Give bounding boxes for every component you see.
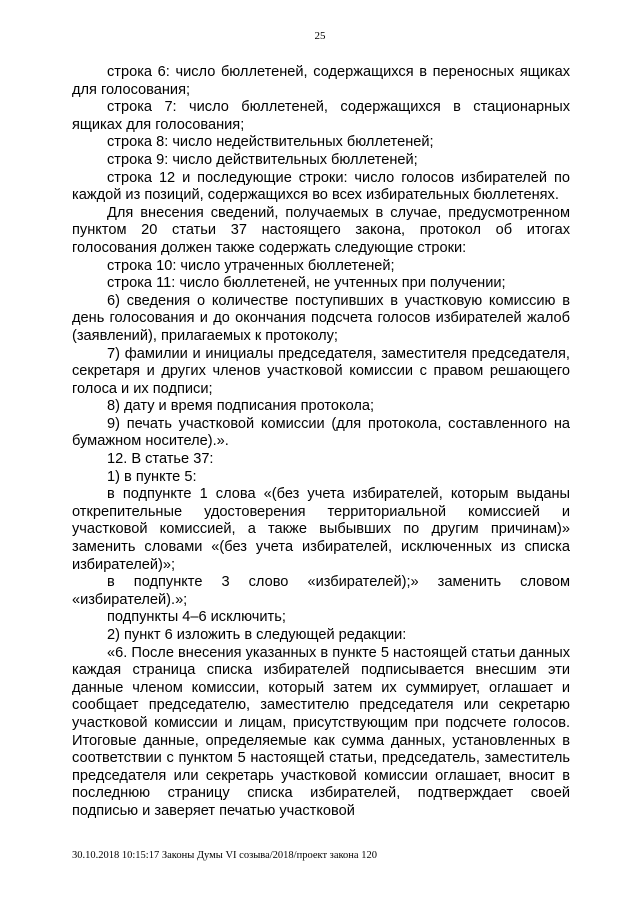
paragraph: строка 12 и последующие строки: число голосов избирателей по каждой из позиций, содержащихся во всех избирательных бюллетенях. xyxy=(72,169,570,204)
paragraph: строка 7: число бюллетеней, содержащихся в стационарных ящиках для голосования; xyxy=(72,99,570,133)
paragraph: строка 11: число бюллетеней, не учтенных при получении; xyxy=(107,275,506,292)
page-number: 25 xyxy=(314,30,326,42)
paragraph: «6. После внесения указанных в пункте 5 настоящей статьи данных каждая страница списка избирателей подписывается внесшим эти данные членом комиссии, который затем их суммирует, оглашает и сообщает председателю, заместителю председателя или секретарю участковой комиссии и лицам, присутствующим при подсчете голосов. Итоговые данные, определяемые как сумма данных, установленных в соответствии с пунктом 5 настоящей статьи, председатель, заместитель председателя или секретарь участковой комиссии оглашает, вносит в последнюю страницу списка избирателей, подтверждает своей подписью и заверяет печатью участковой xyxy=(72,644,570,819)
paragraph: 7) фамилии и инициалы председателя, заместителя председателя, секретаря и других членов участковой комиссии с правом решающего голоса и их подписи; xyxy=(72,345,570,397)
paragraph: строка 10: число утраченных бюллетеней; xyxy=(107,257,395,274)
paragraph: строка 6: число бюллетеней, содержащихся в переносных ящиках для голосования; xyxy=(72,64,570,98)
paragraph: 1) в пункте 5: xyxy=(107,468,197,485)
page-footer: 30.10.2018 10:15:17 Законы Думы VI созыва/2018/проект закона 120 xyxy=(72,850,377,861)
paragraph: в подпункте 1 слова «(без учета избирателей, которым выданы открепительные удостоверения территориальной комиссией и участковой комиссией, а также выбывших по другим причинам)» заменить словами «(без учета избирателей, исключенных из списка избирателей)»; xyxy=(72,486,570,573)
paragraph: 2) пункт 6 изложить в следующей редакции: xyxy=(107,627,407,643)
paragraph: 12. В статье 37: xyxy=(107,451,214,468)
paragraph: 8) дату и время подписания протокола; xyxy=(107,398,375,415)
paragraph: 6) сведения о количестве поступивших в участковую комиссию в день голосования и до окончания подсчета голосов избирателей жалоб (заявлений), прилагаемых к протоколу; xyxy=(72,292,570,344)
paragraph: строка 8: число недействительных бюллетеней; xyxy=(107,134,434,151)
paragraph: 9) печать участковой комиссии (для протокола, составленного на бумажном носителе).». xyxy=(72,415,570,450)
paragraph: строка 9: число действительных бюллетеней; xyxy=(107,151,418,168)
paragraph: в подпункте 3 слово «избирателей);» заменить словом «избирателей).»; xyxy=(72,574,570,608)
paragraph: Для внесения сведений, получаемых в случае, предусмотренном пунктом 20 статьи 37 настоящего закона, протокол об итогах голосования должен также содержать следующие строки: xyxy=(72,204,570,256)
paragraph: подпункты 4–6 исключить; xyxy=(107,609,286,626)
document-body xyxy=(72,64,570,821)
